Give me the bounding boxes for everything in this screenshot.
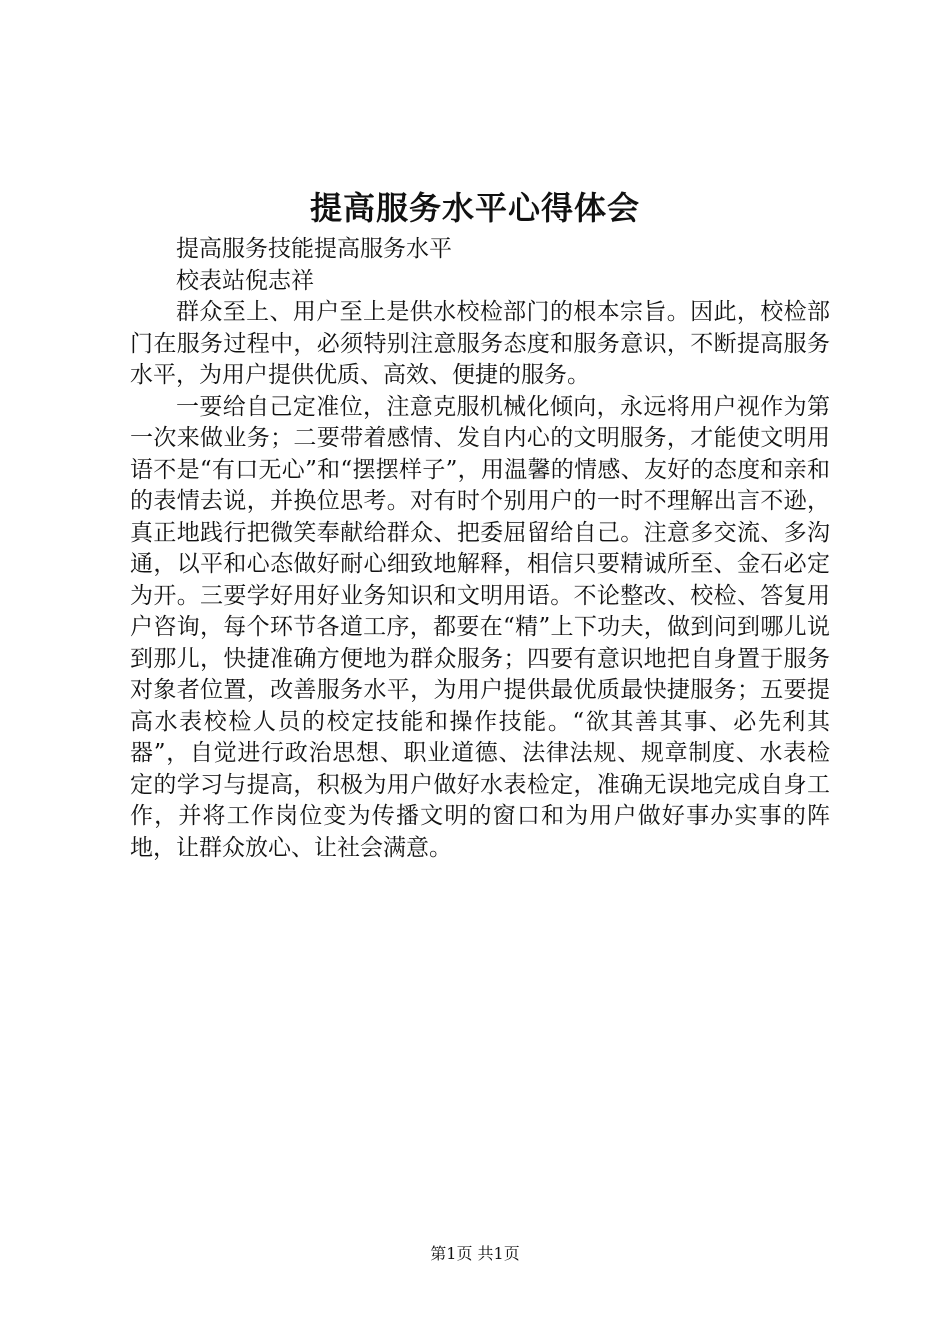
document-title: 提高服务水平心得体会	[309, 189, 640, 227]
document-body	[130, 234, 830, 864]
author-paragraph: 校表站倪志祥	[176, 267, 314, 294]
subtitle-paragraph: 提高服务技能提高服务水平	[176, 236, 452, 262]
page-footer: 第1页 共1页	[430, 1244, 520, 1263]
body-paragraph: 群众至上、用户至上是供水校检部门的根本宗旨。因此，校检部门在服务过程中，必须特别注意服务态度和服务意识，不断提高服务水平，为用户提供优质、高效、便捷的服务。	[130, 299, 830, 388]
body-paragraph: 一要给自己定准位，注意克服机械化倾向，永远将用户视作为第一次来做业务；二要带着感情、发自内心的文明服务，才能使文明用语不是“有口无心”和“摆摆样子”，用温馨的情感、友好的态度和亲和的表情去说，并换位思考。对有时个别用户的一时不理解出言不逊，真正地践行把微笑奉献给群众、把委屈留给自己。注意多交流、多沟通，以平和心态做好耐心细致地解释，相信只要精诚所至、金石必定为开。三要学好用好业务知识和文明用语。不论整改、校检、答复用户咨询，每个环节各道工序，都要在“精”上下功夫，做到问到哪儿说到那儿，快捷准确方便地为群众服务；四要有意识地把自身置于服务对象者位置，改善服务水平，为用户提供最优质最快捷服务；五要提高水表校检人员的校定技能和操作技能。“欲其善其事、必先利其器”，自觉进行政治思想、职业道德、法律法规、规章制度、水表检定的学习与提高，积极为用户做好水表检定，准确无误地完成自身工作，并将工作岗位变为传播文明的窗口和为用户做好事办实事的阵地，让群众放心、让社会满意。	[130, 393, 830, 861]
